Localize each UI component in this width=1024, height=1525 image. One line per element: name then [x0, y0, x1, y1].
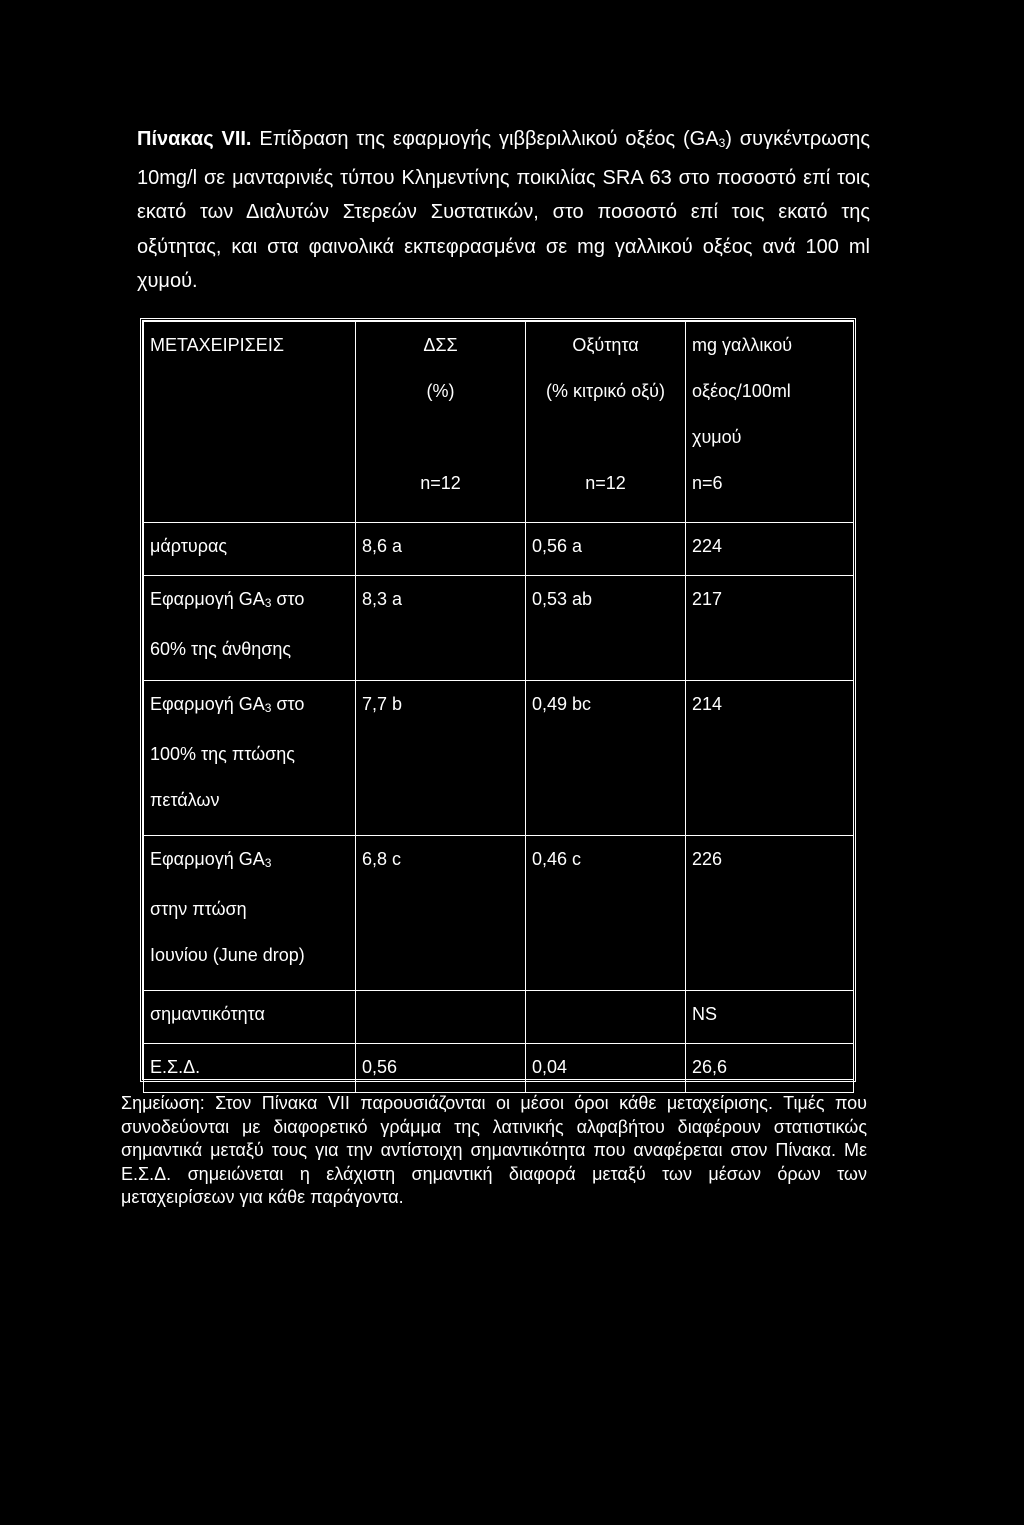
cell-acidity — [526, 523, 686, 576]
caption-text: Επίδραση της εφαρμογής γιββεριλλικού οξέος $(GA_3)$ συγκέντρωσης 10mg/l σε μανταρινιές τύπου Κλημεντίνης ποικιλίας SRA 63 στο ποσοστό επί τοις εκατό των Διαλυτών Στερεών Συστατικών, στο ποσοστό επί τοις εκατό της οξύτητας, και στα φαινολικά εκπεφρασμένα σε mg γαλλικού οξέος ανά 100 ml χυμού. — [137, 128, 871, 292]
header-treatments — [144, 322, 356, 523]
cell-line: σημαντικότητα — [150, 1004, 265, 1024]
cell-gallic — [686, 836, 854, 991]
cell-treatment — [144, 681, 356, 836]
cell-line: 8,6 a — [362, 536, 403, 556]
caption-label: Πίνακας VII. — [137, 128, 252, 150]
cell-line: 6,8 c — [362, 849, 402, 869]
cell-line: 0,53 ab — [532, 589, 593, 609]
header-line: (% κιτρικό οξύ) — [545, 381, 666, 401]
cell-line: 0,49 bc — [532, 694, 592, 714]
cell-treatment — [144, 991, 356, 1044]
cell-line: Ιουνίου (June drop) — [150, 945, 305, 965]
header-line: n=12 — [585, 473, 626, 493]
cell-acidity — [526, 681, 686, 836]
cell-gallic — [686, 991, 854, 1044]
header-dss — [356, 322, 526, 523]
cell-acidity — [526, 836, 686, 991]
table-header-row — [144, 322, 854, 523]
cell-line: 217 — [692, 589, 723, 609]
cell-line: Εφαρμογή $GA_3$ — [150, 849, 272, 870]
header-line: χυμού — [692, 427, 742, 447]
cell-line: Εφαρμογή $GA_3$ στο — [150, 694, 305, 715]
table-row — [144, 991, 854, 1044]
header-acidity — [526, 322, 686, 523]
cell-line: 214 — [692, 694, 723, 714]
header-line: ΜΕΤΑΧΕΙΡΙΣΕΙΣ — [150, 335, 284, 355]
cell-dss — [356, 523, 526, 576]
cell-acidity — [526, 576, 686, 681]
cell-line: 0,56 a — [532, 536, 583, 556]
cell-line: στην πτώση — [150, 899, 247, 919]
cell-gallic — [686, 1044, 854, 1093]
cell-line: 0,46 c — [532, 849, 582, 869]
cell-dss — [356, 576, 526, 681]
cell-dss — [356, 836, 526, 991]
cell-dss — [356, 1044, 526, 1093]
header-line — [356, 414, 525, 460]
cell-gallic — [686, 681, 854, 836]
cell-line: NS — [692, 1004, 718, 1024]
table-note: Σημείωση: Στον Πίνακα VII παρουσιάζονται οι μέσοι όροι κάθε μεταχείρισης. Τιμές που συνοδεύονται με διαφορετικό γράμμα της λατινικής αλφαβήτου διαφέρουν στατιστικώς σημαντικά μεταξύ τους για την αντίστοιχη σημαντικότητα που αναφέρεται στον Πίνακα. Με Ε.Σ.Δ. σημειώνεται η ελάχιστη σημαντική διαφορά μεταξύ των μέσων όρων των μεταχειρίσεων για κάθε παράγοντα. — [121, 1093, 867, 1207]
cell-line: Ε.Σ.Δ. — [150, 1057, 201, 1077]
cell-treatment — [144, 1044, 356, 1093]
cell-treatment — [144, 836, 356, 991]
table-row — [144, 576, 854, 681]
cell-gallic — [686, 576, 854, 681]
cell-line: 226 — [692, 849, 723, 869]
cell-line: 7,7 b — [362, 694, 403, 714]
header-line: n=6 — [692, 473, 723, 493]
cell-line: 0,04 — [532, 1057, 568, 1077]
cell-line: 60% της άνθησης — [150, 639, 292, 659]
cell-acidity — [526, 1044, 686, 1093]
table-caption — [137, 122, 870, 299]
cell-line: 0,56 — [362, 1057, 398, 1077]
cell-treatment — [144, 523, 356, 576]
cell-line: 100% της πτώσης — [150, 744, 295, 764]
table-row — [144, 836, 854, 991]
header-line: ΔΣΣ — [423, 335, 458, 355]
cell-line: 26,6 — [692, 1057, 728, 1077]
header-line: Οξύτητα — [572, 335, 639, 355]
table-row — [144, 1044, 854, 1093]
cell-line: 224 — [692, 536, 723, 556]
cell-line: πετάλων — [150, 790, 220, 810]
header-gallic — [686, 322, 854, 523]
header-line: (%) — [426, 381, 455, 401]
table-row — [144, 681, 854, 836]
header-line: οξέος/100ml — [692, 381, 791, 401]
cell-gallic — [686, 523, 854, 576]
cell-line: μάρτυρας — [150, 536, 228, 556]
header-line: n=12 — [420, 473, 461, 493]
header-line — [526, 414, 685, 460]
cell-treatment — [144, 576, 356, 681]
cell-dss — [356, 681, 526, 836]
cell-line: Εφαρμογή $GA_3$ στο — [150, 589, 305, 610]
header-line: mg γαλλικού — [692, 335, 793, 355]
cell-dss — [356, 991, 526, 1044]
results-table — [140, 318, 856, 1082]
cell-acidity — [526, 991, 686, 1044]
table-row — [144, 523, 854, 576]
cell-line: 8,3 a — [362, 589, 403, 609]
